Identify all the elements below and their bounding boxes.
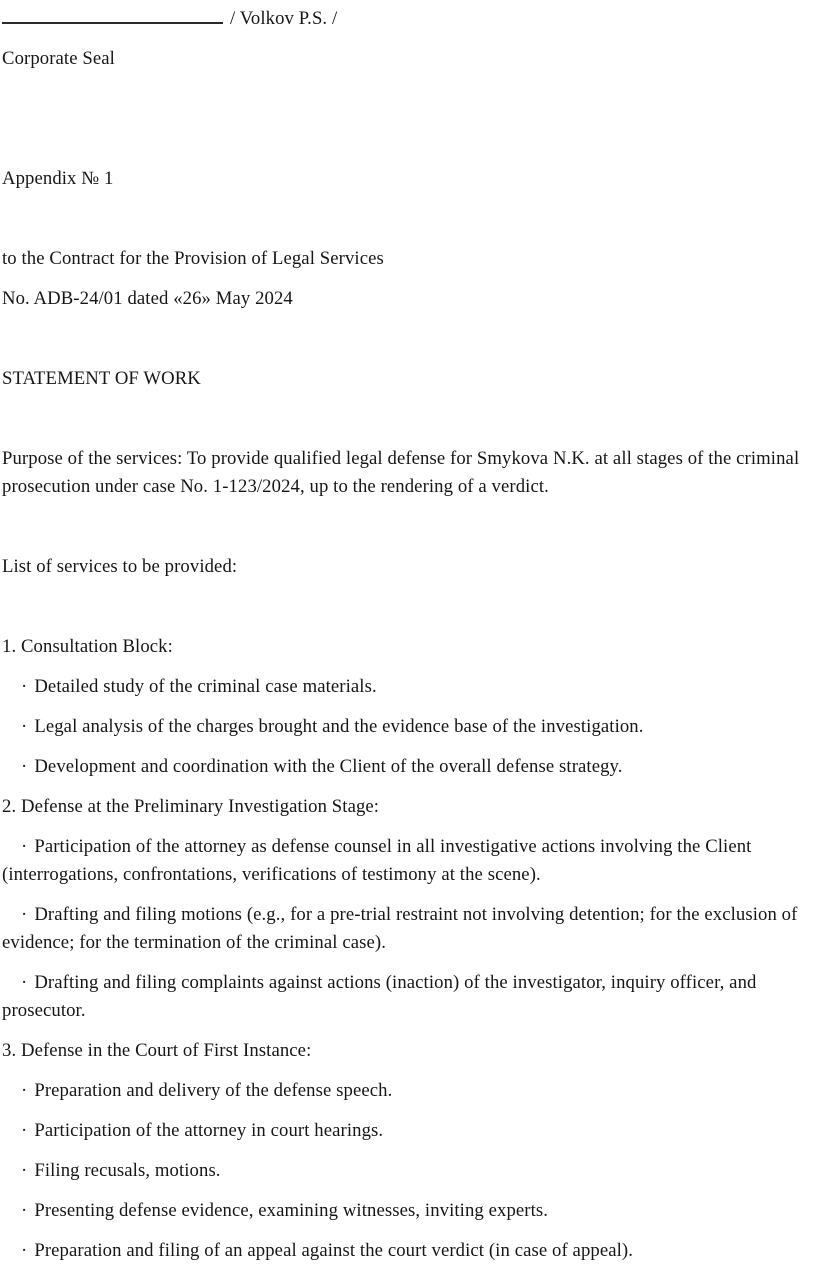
list-item xyxy=(2,1157,811,1185)
list-item-text: Presenting defense evidence, examining witnesses, inviting experts. xyxy=(34,1200,549,1221)
list-item-text: Participation of the attorney in court hearings. xyxy=(34,1120,384,1141)
bullet-marker: · xyxy=(21,1160,28,1181)
blank-line xyxy=(2,513,811,541)
blank-line xyxy=(2,593,811,621)
list-item-text: Preparation and filing of an appeal against the court verdict (in case of appeal). xyxy=(34,1240,634,1261)
list-item-text: Participation of the attorney as defense counsel in all investigative actions involving the Client (interrogations, confrontations, verifications of testimony at the scene). xyxy=(2,836,752,885)
blank-line xyxy=(2,325,811,353)
signature-row xyxy=(2,3,811,33)
bullet-marker: · xyxy=(21,904,28,925)
statement-of-work-heading: STATEMENT OF WORK xyxy=(2,368,201,389)
list-item xyxy=(2,1197,811,1225)
list-item-text: Drafting and filing complaints against actions (inaction) of the investigator, inquiry officer, and prosecutor. xyxy=(2,972,757,1021)
bullet-marker: · xyxy=(21,716,28,737)
list-item-text: Drafting and filing motions (e.g., for a pre-trial restraint not involving detention; for the exclusion of evidence; for the termination of the criminal case). xyxy=(2,904,798,953)
list-item xyxy=(2,901,811,957)
blank-line xyxy=(2,405,811,433)
list-item xyxy=(2,969,811,1025)
blank-line xyxy=(2,125,811,153)
list-item xyxy=(2,833,811,889)
contract-reference-line1: to the Contract for the Provision of Legal Services xyxy=(2,248,384,269)
section-2-title: 2. Defense at the Preliminary Investigation Stage: xyxy=(2,796,380,817)
list-intro: List of services to be provided: xyxy=(2,556,238,577)
contract-reference-line2: No. ADB-24/01 dated «26» May 2024 xyxy=(2,288,293,309)
bullet-marker: · xyxy=(21,972,28,993)
list-item xyxy=(2,1077,811,1105)
list-item-text: Detailed study of the criminal case materials. xyxy=(34,676,377,697)
appendix-title: Appendix № 1 xyxy=(2,168,114,189)
bullet-marker: · xyxy=(21,756,28,777)
blank-line xyxy=(2,205,811,233)
list-item-text: Legal analysis of the charges brought and the evidence base of the investigation. xyxy=(34,716,644,737)
list-item xyxy=(2,1117,811,1145)
bullet-marker: · xyxy=(21,1240,28,1261)
bullet-marker: · xyxy=(21,676,28,697)
list-item xyxy=(2,673,811,701)
corporate-seal-label: Corporate Seal xyxy=(2,48,115,69)
purpose-paragraph: Purpose of the services: To provide qualified legal defense for Smykova N.K. at all stages of the criminal prosecution under case No. 1-123/2024, up to the rendering of a verdict. xyxy=(2,448,800,497)
list-item xyxy=(2,1237,811,1265)
list-item-text: Filing recusals, motions. xyxy=(34,1160,221,1181)
section-1-title: 1. Consultation Block: xyxy=(2,636,173,657)
bullet-marker: · xyxy=(21,1080,28,1101)
signature-name: / Volkov P.S. / xyxy=(230,8,338,29)
bullet-marker: · xyxy=(21,836,28,857)
bullet-marker: · xyxy=(21,1200,28,1221)
list-item-text: Preparation and delivery of the defense speech. xyxy=(34,1080,393,1101)
bullet-marker: · xyxy=(21,1120,28,1141)
list-item xyxy=(2,713,811,741)
blank-line xyxy=(2,85,811,113)
list-item-text: Development and coordination with the Client of the overall defense strategy. xyxy=(34,756,623,777)
list-item xyxy=(2,753,811,781)
signature-blank-line xyxy=(2,3,223,24)
section-3-title: 3. Defense in the Court of First Instance: xyxy=(2,1040,312,1061)
